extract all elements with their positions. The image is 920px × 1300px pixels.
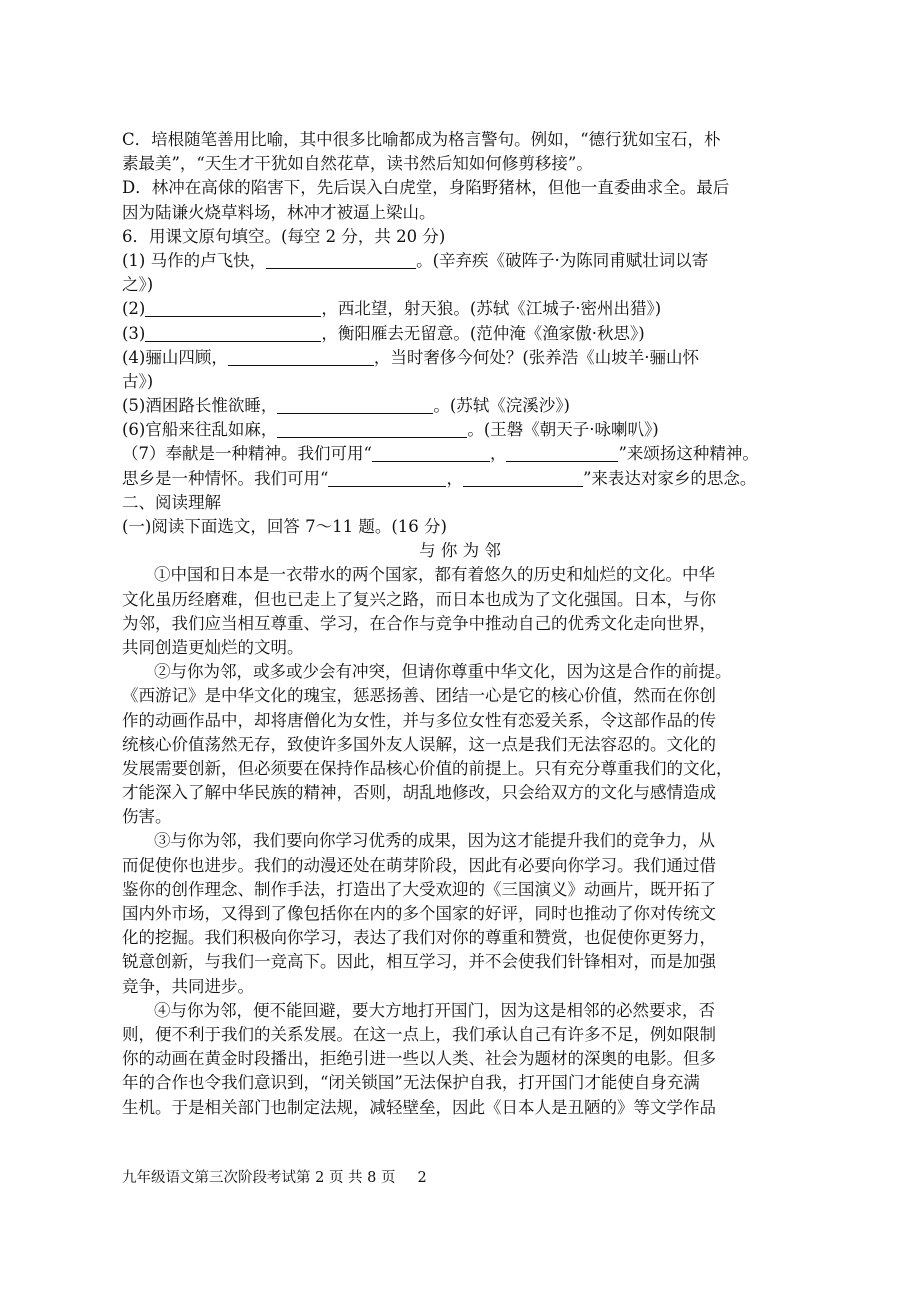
article-paragraph-3 (122, 829, 798, 998)
paragraph-line: 竞争，共同进步。 (122, 976, 254, 996)
article-paragraph-2 (122, 660, 798, 829)
paragraph-line: ①中国和日本是一衣带水的两个国家，都有着悠久的历史和灿烂的文化。中华 (154, 565, 715, 585)
q6-item-4-cont: 古》) (122, 371, 154, 391)
paragraph-line: 伤害。 (122, 807, 172, 827)
article-paragraph-1 (122, 563, 798, 660)
paragraph-line: 生机。于是相关部门也制定法规，减轻壁垒，因此《日本人是丑陋的》等文学作品 (122, 1097, 716, 1117)
exam-page (122, 128, 798, 1120)
q6-item-3-prefix: (3) (122, 323, 146, 343)
paragraph-line: ③与你为邻，我们要向你学习优秀的成果，因为这才能提升我们的竞争力，从 (154, 831, 715, 851)
article-paragraph-4 (122, 999, 798, 1120)
option-c-line-1: C．培根随笔善用比喻，其中很多比喻都成为格言警句。例如，“德行犹如宝石，朴 (122, 130, 721, 149)
paragraph-line: 国内外市场，又得到了像包括你在内的多个国家的好评，同时也推动了你对传统文 (122, 904, 716, 923)
article-title: 与 你 为 邻 (419, 541, 501, 561)
option-c-line-2: 素最美”，“天生才干犹如自然花草，读书然后知如何修剪移接”。 (122, 154, 593, 174)
option-d-line-2: 因为陆谦火烧草料场，林冲才被逼上梁山。 (122, 202, 436, 222)
paragraph-line: 《西游记》是中华文化的瑰宝，惩恶扬善、团结一心是它的核心价值，然而在你创 (122, 686, 716, 706)
q6-item-7 (122, 442, 798, 466)
paragraph-line: ④与你为邻，便不能回避，要大方地打开国门，因为这是相邻的必然要求，否 (154, 1000, 715, 1020)
paragraph-line: 而促使你也进步。我们的动漫还处在萌芽阶段，因此有必要向你学习。我们通过借 (122, 855, 716, 875)
q6-item-7-suffix: ”来颂扬这种精神。 (618, 444, 759, 464)
paragraph-line: ②与你为邻，或多或少会有冲突，但请你尊重中华文化，因为这是合作的前提。 (154, 662, 732, 682)
paragraph-line: 文化虽历经磨难，但也已走上了复兴之路，而日本也成为了文化强国。日本，与你 (122, 589, 716, 609)
paragraph-line: 发展需要创新，但必须要在保持作品核心价值的前提上。只有充分尊重我们的文化， (122, 758, 733, 778)
page-footer (122, 1168, 427, 1188)
q6-item-6-prefix: (6)官船来往乱如麻， (122, 420, 278, 440)
section-2-heading: 二、阅读理解 (122, 492, 221, 512)
paragraph-line: 鉴你的创作理念、制作手法，打造出了大受欢迎的《三国演义》动画片，既开拓了 (122, 879, 716, 899)
q6-item-7-prefix: （7）奉献是一种精神。我们可用“ (122, 444, 372, 464)
q6-item-2-blank[interactable] (145, 300, 321, 317)
paragraph-line: 则，便不利于我们的关系发展。在这一点上，我们承认自己有许多不足，例如限制 (122, 1024, 716, 1044)
q6-item-7-blank-2[interactable] (506, 445, 618, 462)
paragraph-line: 为邻，我们应当相互尊重、学习，在合作与竞争中推动自己的优秀文化走向世界， (122, 613, 716, 633)
question-6-title: 6．用课文原句填空。(每空 2 分，共 20 分) (122, 226, 446, 246)
q6-item-7-cont-prefix: 思乡是一种情怀。我们可用“ (122, 468, 329, 488)
paragraph-line: 共同创造更灿烂的文明。 (122, 637, 304, 657)
q6-item-3-blank[interactable] (145, 325, 321, 342)
q6-item-4 (122, 346, 798, 370)
q6-item-5-prefix: (5)酒困路长惟欲睡， (122, 396, 278, 416)
q6-item-1-prefix: (1) 马作的卢飞快， (122, 250, 267, 270)
q6-item-1 (122, 249, 798, 273)
q6-item-2 (122, 297, 798, 321)
q6-item-7-cont-suffix: ”来表达对家乡的思念。 (582, 468, 757, 488)
q6-item-3 (122, 322, 798, 346)
paragraph-line: 化的挖掘。我们积极向你学习，表达了我们对你的尊重和赞赏，也促使你更努力， (122, 928, 716, 948)
q6-item-5-suffix: 。(苏轼《浣溪沙》) (433, 396, 570, 416)
paragraph-line: 你的动画在黄金时段播出，拒绝引进一些以人类、社会为题材的深奥的电影。但多 (122, 1049, 716, 1069)
q6-item-3-suffix: ，衡阳雁去无留意。(范仲淹《渔家傲·秋思》) (321, 323, 645, 343)
q6-item-5 (122, 394, 798, 418)
q6-item-6-suffix: 。(王磐《朝天子·咏喇叭》) (467, 420, 659, 440)
q6-item-1-blank[interactable] (266, 252, 416, 269)
q6-item-2-suffix: ，西北望，射天狼。(苏轼《江城子·密州出猎》) (321, 299, 662, 319)
paragraph-line: 统核心价值荡然无存，致使许多国外友人误解，这一点是我们无法容忍的。文化的 (122, 734, 716, 754)
q6-item-2-prefix: (2) (122, 299, 146, 319)
q6-item-4-blank[interactable] (228, 349, 374, 366)
q6-item-7-sep: ， (489, 444, 507, 464)
q6-item-7-blank-1[interactable] (372, 445, 490, 462)
q6-item-6-blank[interactable] (277, 421, 467, 438)
q6-item-5-blank[interactable] (277, 397, 433, 414)
footer-text: 九年级语文第三次阶段考试第 2 页 共 8 页 (122, 1170, 396, 1186)
option-d-line-1: D．林冲在高俅的陷害下，先后误入白虎堂，身陷野猪林，但他一直委曲求全。最后 (122, 178, 730, 198)
q6-item-7-blank-4[interactable] (463, 470, 583, 487)
q6-item-7-blank-3[interactable] (328, 470, 446, 487)
paragraph-line: 锐意创新，与我们一竞高下。因此，相互学习，并不会使我们针锋相对，而是加强 (122, 952, 716, 972)
q6-item-1-cont: 之》) (122, 275, 154, 295)
paragraph-line: 作的动画作品中，却将唐僧化为女性，并与多位女性有恋爱关系，令这部作品的传 (122, 710, 716, 730)
q6-item-4-prefix: (4)骊山四顾， (122, 347, 228, 367)
q6-item-7-cont-sep: ， (446, 468, 463, 488)
q6-item-6 (122, 418, 798, 442)
section-2-subheading: (一)阅读下面选文，回答 7～11 题。(16 分) (122, 517, 447, 536)
q6-item-1-suffix: 。(辛弃疾《破阵子·为陈同甫赋壮词以寄 (416, 250, 709, 270)
q6-item-7-cont (122, 467, 798, 491)
paragraph-line: 年的合作也令我们意识到，“闭关锁国”无法保护自我，打开国门才能使自身充满 (122, 1073, 700, 1093)
q6-item-4-suffix: ，当时奢侈今何处？(张养浩《山坡羊·骊山怀 (373, 347, 700, 367)
paragraph-line: 才能深入了解中华民族的精神，否则，胡乱地修改，只会给双方的文化与感情造成 (122, 783, 716, 803)
footer-page-number: 2 (417, 1170, 427, 1186)
